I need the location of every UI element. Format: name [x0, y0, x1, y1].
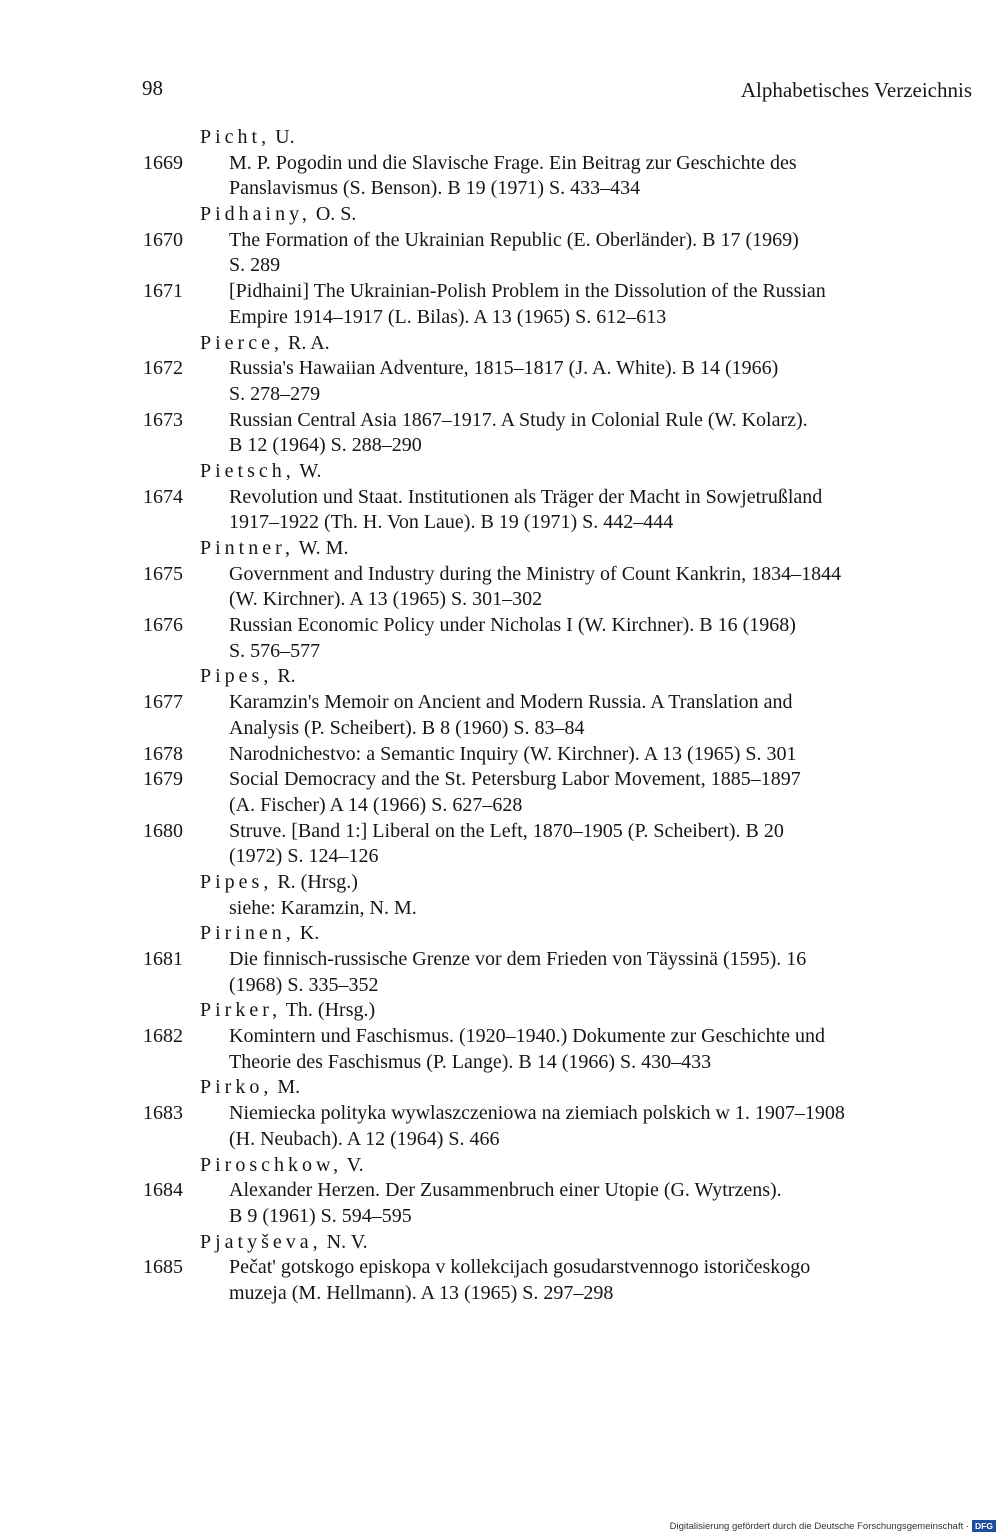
page-number: 98: [142, 76, 163, 100]
index-entry-continuation: [0, 382, 1000, 408]
entry-text: Government and Industry during the Ministry of Count Kankrin, 1834–1844: [229, 562, 842, 585]
author-name: [200, 331, 330, 357]
entry-text: Russia's Hawaiian Adventure, 1815–1817 (J. A. White). B 14 (1966): [229, 357, 779, 380]
author-surname: Pipes,: [200, 665, 273, 688]
entry-text: S. 278–279: [229, 382, 321, 405]
index-entry-continuation: [0, 1204, 1000, 1230]
entry-text: S. 576–577: [229, 639, 321, 662]
author-heading: [0, 870, 1000, 896]
author-heading: [0, 331, 1000, 357]
entry-text: Komintern und Faschismus. (1920–1940.) Dokumente zur Geschichte und: [229, 1025, 826, 1048]
author-name: [200, 536, 348, 562]
entry-text: B 9 (1961) S. 594–595: [229, 1204, 412, 1227]
entry-text: Revolution und Staat. Institutionen als Träger der Macht in Sowjetrußland: [229, 485, 823, 508]
index-list: [0, 125, 1000, 1307]
entry-text: Struve. [Band 1:] Liberal on the Left, 1870–1905 (P. Scheibert). B 20: [229, 819, 784, 842]
author-name: [200, 870, 358, 896]
index-entry-continuation: [0, 896, 1000, 922]
entry-number: 1682: [143, 1025, 183, 1048]
entry-number: 1685: [143, 1256, 183, 1279]
entry-number: 1676: [143, 614, 183, 637]
author-name: [200, 1230, 368, 1256]
author-initials: R. A.: [282, 331, 330, 354]
index-entry: [0, 1024, 1000, 1050]
index-entry-continuation: [0, 716, 1000, 742]
index-entry: [0, 485, 1000, 511]
index-entry-continuation: [0, 973, 1000, 999]
entry-text: Karamzin's Memoir on Ancient and Modern Russia. A Translation and: [229, 691, 793, 714]
author-name: [200, 664, 296, 690]
author-initials: O. S.: [310, 203, 357, 226]
index-entry: [0, 151, 1000, 177]
author-initials: W.: [294, 459, 322, 482]
entry-text: Pečat' gotskogo episkopa v kollekcijach gosudarstvennogo istoričeskogo: [229, 1256, 811, 1279]
author-surname: Pirker,: [200, 999, 282, 1022]
entry-text: S. 289: [229, 254, 281, 277]
entry-text: siehe: Karamzin, N. M.: [229, 896, 417, 919]
author-surname: Picht,: [200, 126, 271, 148]
entry-number: 1681: [143, 948, 183, 970]
author-surname: Pierce,: [200, 331, 283, 354]
running-head: Alphabetisches Verzeichnis: [740, 78, 972, 102]
author-initials: U.: [270, 126, 295, 148]
author-heading: [0, 921, 1000, 947]
index-entry-continuation: [0, 253, 1000, 279]
digitization-footer: [670, 1520, 996, 1532]
dfg-logo: DFG: [972, 1520, 996, 1532]
author-heading: [0, 998, 1000, 1024]
entry-number: 1672: [143, 357, 183, 380]
index-entry-continuation: [0, 1050, 1000, 1076]
entry-text: Analysis (P. Scheibert). B 8 (1960) S. 83–84: [229, 716, 585, 739]
entry-text: Niemiecka polityka wywlaszczeniowa na ziemiach polskich w 1. 1907–1908: [229, 1102, 845, 1125]
entry-text: (W. Kirchner). A 13 (1965) S. 301–302: [229, 588, 543, 611]
index-entry-continuation: [0, 305, 1000, 331]
author-name: [200, 998, 375, 1024]
entry-number: 1677: [143, 691, 183, 714]
author-initials: M.: [272, 1076, 301, 1099]
entry-text: muzeja (M. Hellmann). A 13 (1965) S. 297–298: [229, 1281, 614, 1304]
index-entry: [0, 819, 1000, 845]
author-heading: [0, 664, 1000, 690]
index-entry-continuation: [0, 793, 1000, 819]
entry-text: Empire 1914–1917 (L. Bilas). A 13 (1965) S. 612–613: [229, 305, 667, 328]
index-entry: [0, 1255, 1000, 1281]
entry-number: 1674: [143, 485, 183, 508]
index-entry-continuation: [0, 433, 1000, 459]
entry-text: M. P. Pogodin und die Slavische Frage. Ein Beitrag zur Geschichte des: [229, 151, 797, 174]
entry-text: Alexander Herzen. Der Zusammenbruch einer Utopie (G. Wytrzens).: [229, 1179, 782, 1202]
index-entry-continuation: [0, 510, 1000, 536]
entry-text: The Formation of the Ukrainian Republic (E. Oberländer). B 17 (1969): [229, 228, 799, 251]
entry-text: Russian Economic Policy under Nicholas I (W. Kirchner). B 16 (1968): [229, 614, 796, 637]
author-name: [200, 1153, 364, 1179]
index-entry: [0, 613, 1000, 639]
entry-text: B 12 (1964) S. 288–290: [229, 434, 422, 457]
entry-number: 1669: [143, 151, 183, 174]
index-entry-continuation: [0, 639, 1000, 665]
author-name: [200, 459, 321, 485]
index-entry: [0, 228, 1000, 254]
author-surname: Pjatyševa,: [200, 1230, 322, 1253]
entry-number: 1679: [143, 768, 183, 791]
entry-text: (1968) S. 335–352: [229, 973, 379, 996]
author-initials: N. V.: [321, 1230, 368, 1253]
author-surname: Pirko,: [200, 1076, 273, 1099]
author-surname: Pidhainy,: [200, 203, 311, 226]
author-heading: [0, 1153, 1000, 1179]
author-surname: Piroschkow,: [200, 1153, 343, 1176]
index-entry: [0, 690, 1000, 716]
author-heading: [0, 202, 1000, 228]
index-entry: [0, 1178, 1000, 1204]
index-entry: [0, 408, 1000, 434]
author-heading: [0, 1230, 1000, 1256]
author-heading: [0, 536, 1000, 562]
index-entry: [0, 767, 1000, 793]
entry-number: 1684: [143, 1179, 183, 1202]
author-surname: Pipes,: [200, 870, 273, 893]
index-entry: [0, 279, 1000, 305]
index-entry-continuation: [0, 587, 1000, 613]
entry-text: Narodnichestvo: a Semantic Inquiry (W. Kirchner). A 13 (1965) S. 301: [229, 742, 797, 765]
author-initials: R. (Hrsg.): [272, 870, 358, 893]
index-entry-continuation: [0, 1281, 1000, 1307]
author-heading: [0, 125, 1000, 151]
author-name: [200, 125, 295, 151]
entry-text: (1972) S. 124–126: [229, 845, 379, 868]
entry-number: 1678: [143, 742, 183, 765]
footer-text: Digitalisierung gefördert durch die Deutsche Forschungsgemeinschaft ·: [669, 1520, 970, 1532]
entry-number: 1671: [143, 280, 183, 303]
entry-text: Panslavismus (S. Benson). B 19 (1971) S. 433–434: [229, 177, 641, 200]
author-surname: Pietsch,: [200, 459, 295, 482]
entry-number: 1675: [143, 562, 183, 585]
entry-text: (H. Neubach). A 12 (1964) S. 466: [229, 1127, 500, 1150]
entry-number: 1673: [143, 408, 183, 431]
author-heading: [0, 1075, 1000, 1101]
author-heading: [0, 459, 1000, 485]
index-entry-continuation: [0, 176, 1000, 202]
entry-number: 1670: [143, 228, 183, 251]
index-entry: [0, 742, 1000, 768]
author-name: [200, 921, 319, 947]
entry-text: Russian Central Asia 1867–1917. A Study in Colonial Rule (W. Kolarz).: [229, 408, 808, 431]
author-name: [200, 202, 356, 228]
index-entry-continuation: [0, 844, 1000, 870]
author-initials: V.: [342, 1153, 364, 1176]
author-initials: R.: [272, 665, 296, 688]
entry-text: Theorie des Faschismus (P. Lange). B 14 (1966) S. 430–433: [229, 1050, 712, 1073]
author-initials: Th. (Hrsg.): [281, 999, 376, 1022]
author-initials: K.: [294, 922, 320, 945]
entry-text: (A. Fischer) A 14 (1966) S. 627–628: [229, 793, 523, 816]
author-surname: Pintner,: [200, 537, 294, 559]
entry-number: 1683: [143, 1102, 183, 1125]
entry-number: 1680: [143, 819, 183, 842]
index-entry: [0, 947, 1000, 973]
entry-text: Social Democracy and the St. Petersburg Labor Movement, 1885–1897: [229, 768, 801, 791]
index-entry: [0, 562, 1000, 588]
entry-text: 1917–1922 (Th. H. Von Laue). B 19 (1971) S. 442–444: [229, 511, 674, 534]
index-entry: [0, 356, 1000, 382]
author-surname: Pirinen,: [200, 922, 295, 945]
index-entry-continuation: [0, 1127, 1000, 1153]
author-name: [200, 1075, 300, 1101]
entry-text: [Pidhaini] The Ukrainian-Polish Problem in the Dissolution of the Russian: [229, 280, 826, 303]
index-entry: [0, 1101, 1000, 1127]
entry-text: Die finnisch-russische Grenze vor dem Frieden von Täyssinä (1595). 16: [229, 948, 807, 970]
author-initials: W. M.: [293, 537, 349, 559]
